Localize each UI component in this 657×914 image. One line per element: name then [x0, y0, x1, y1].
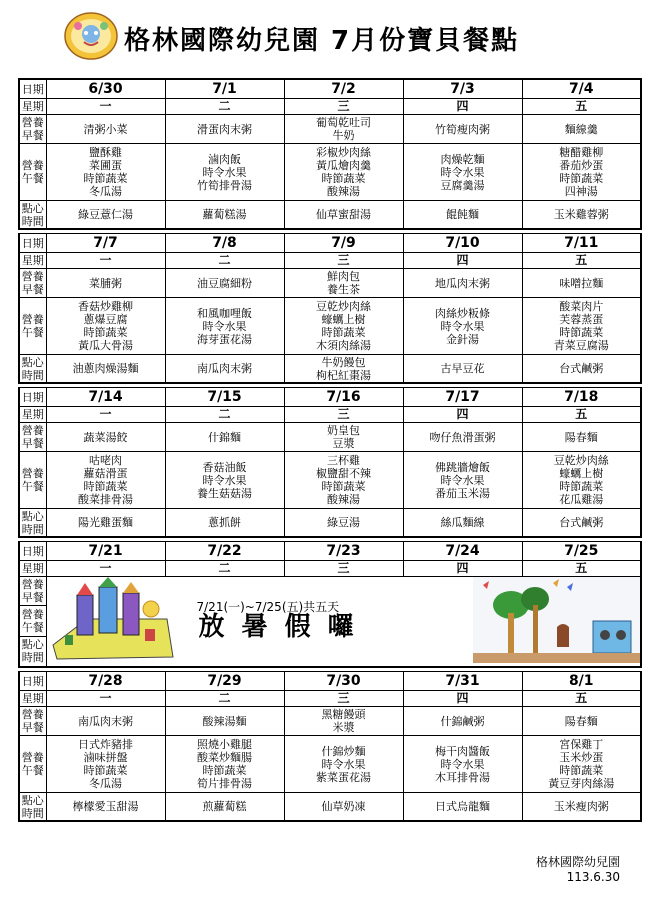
breakfast-cell: [284, 115, 403, 144]
menu-item: 南瓜肉末粥: [197, 362, 252, 375]
week-table: [18, 387, 642, 538]
date-cell: 7/2: [284, 79, 403, 99]
menu-item: 麵線羹: [564, 122, 598, 136]
snack-cell: [46, 793, 165, 822]
menu-item: 時節蔬菜: [83, 172, 128, 185]
menu-item: 時節蔬菜: [321, 326, 366, 339]
page-header: [0, 0, 657, 70]
menu-item: 日式烏龍麵: [435, 800, 490, 813]
menu-item: 金針湯: [446, 332, 479, 346]
menu-item: 時令水果: [321, 757, 366, 771]
snack-label: 點心時間: [19, 355, 46, 384]
breakfast-label: 營養早餐: [19, 707, 46, 736]
breakfast-label: 營養早餐: [19, 577, 46, 606]
snack-cell: [165, 509, 284, 538]
menu-item: 葡萄乾吐司: [316, 116, 371, 129]
menu-item: 什錦鹹粥: [440, 714, 485, 728]
weekday-cell: 四: [403, 691, 522, 707]
date-row: [19, 79, 641, 99]
snack-cell: [403, 509, 522, 538]
menu-item: 蘿菇滑蛋: [83, 467, 128, 480]
date-cell: 8/1: [522, 672, 641, 691]
menu-item: 酸辣湯: [327, 185, 360, 198]
date-cell: 7/23: [284, 542, 403, 561]
weekday-cell: 一: [46, 407, 165, 423]
menu-item: 仙草蜜甜湯: [316, 208, 371, 221]
weekday-cell: 二: [165, 691, 284, 707]
menu-item: 滑蛋肉末粥: [197, 122, 252, 136]
menu-item: 椒鹽甜不辣: [316, 467, 371, 480]
lunch-row: [19, 298, 641, 355]
menu-item: 陽春麵: [564, 430, 598, 444]
date-cell: 7/18: [522, 388, 641, 407]
breakfast-cell: [522, 115, 641, 144]
menu-item: 黃豆芽肉絲湯: [548, 777, 615, 790]
menu-item: 時節蔬菜: [559, 326, 604, 339]
date-row: [19, 542, 641, 561]
holiday-range: 7/21(一)~7/25(五)共五天: [196, 600, 340, 614]
menu-item: 時令水果: [440, 757, 485, 771]
lunch-cell: [284, 144, 403, 201]
weekday-label: 星期: [19, 561, 46, 577]
menu-item: 時節蔬菜: [321, 172, 366, 185]
menu-item: 番茄炒蛋: [559, 159, 604, 172]
weekday-row: [19, 561, 641, 577]
weekday-cell: 二: [165, 99, 284, 115]
menu-item: 豆腐羹湯: [440, 178, 485, 192]
date-cell: 7/11: [522, 234, 641, 253]
snack-label: 點心時間: [19, 509, 46, 538]
menu-item: 冬瓜湯: [89, 185, 122, 198]
lunch-cell: [284, 452, 403, 509]
date-label: 日期: [19, 672, 46, 691]
lunch-cell: [403, 298, 522, 355]
snack-row: [19, 201, 641, 230]
menu-item: 枸杞紅棗湯: [316, 368, 371, 382]
menu-item: 酸菜肉片: [559, 300, 604, 313]
breakfast-label: 營養早餐: [19, 269, 46, 298]
breakfast-row: [19, 269, 641, 298]
date-cell: 6/30: [46, 79, 165, 99]
weekday-row: [19, 691, 641, 707]
weekday-cell: 二: [165, 561, 284, 577]
weekday-cell: 二: [165, 407, 284, 423]
menu-item: 海芽蛋花湯: [197, 332, 252, 346]
breakfast-row: [19, 707, 641, 736]
date-cell: 7/14: [46, 388, 165, 407]
snack-row: [19, 793, 641, 822]
weekday-cell: 一: [46, 691, 165, 707]
menu-item: 菜圃蛋: [89, 159, 122, 172]
menu-item: 香菇油飯: [202, 460, 247, 474]
snack-cell: [403, 793, 522, 822]
weekday-cell: 一: [46, 561, 165, 577]
menu-item: 冬瓜湯: [89, 777, 122, 790]
breakfast-cell: [165, 269, 284, 298]
snack-cell: [284, 793, 403, 822]
date-cell: 7/16: [284, 388, 403, 407]
weekday-cell: 四: [403, 561, 522, 577]
menu-item: 時令水果: [202, 165, 247, 179]
menu-item: 時節蔬菜: [83, 326, 128, 339]
menu-item: 清粥小菜: [83, 122, 128, 136]
snack-cell: [165, 793, 284, 822]
week-table: [18, 233, 642, 384]
footer-date: 113.6.30: [566, 870, 620, 884]
menu-item: 油蔥肉燥湯麵: [72, 362, 139, 375]
menu-item: 蠔蠣上樹: [559, 467, 604, 480]
date-label: 日期: [19, 234, 46, 253]
menu-item: 酸辣湯: [327, 493, 360, 506]
date-cell: 7/3: [403, 79, 522, 99]
lunch-cell: [284, 298, 403, 355]
breakfast-label: 營養早餐: [19, 115, 46, 144]
menu-item: 梅干肉醬飯: [435, 744, 490, 758]
breakfast-cell: [403, 269, 522, 298]
weekday-cell: 三: [284, 561, 403, 577]
lunch-cell: [165, 452, 284, 509]
menu-item: 四神湯: [564, 185, 598, 198]
menu-item: 滷肉飯: [208, 152, 241, 166]
menu-item: 咕咾肉: [89, 454, 122, 467]
menu-item: 日式炸豬排: [78, 738, 133, 751]
menu-item: 奶皇包: [327, 424, 360, 437]
lunch-cell: [46, 452, 165, 509]
menu-item: 木須肉絲湯: [316, 339, 371, 352]
breakfast-cell: [165, 707, 284, 736]
holiday-title: 放 暑 假 囉: [198, 612, 358, 642]
breakfast-cell: [284, 423, 403, 452]
menu-item: 時令水果: [202, 319, 247, 333]
week-table: [18, 541, 642, 668]
menu-item: 花瓜雞湯: [559, 493, 604, 506]
menu-item: 仙草奶凍: [321, 800, 366, 813]
weekday-cell: 五: [522, 253, 641, 269]
snack-row: [19, 509, 641, 538]
menu-item: 番茄玉米湯: [435, 486, 490, 500]
footer: [510, 855, 620, 885]
lunch-row: [19, 736, 641, 793]
lunch-cell: [46, 298, 165, 355]
menu-item: 芙蓉蒸蛋: [559, 313, 604, 326]
menu-item: 時節蔬菜: [83, 480, 128, 493]
menu-item: 佛跳牆燴飯: [435, 460, 490, 474]
menu-item: 糖醋雞柳: [559, 146, 604, 159]
menu-item: 檸檬愛玉甜湯: [72, 800, 139, 813]
lunch-label: 營養午餐: [19, 736, 46, 793]
lunch-cell: [46, 144, 165, 201]
lunch-label: 營養午餐: [19, 452, 46, 509]
date-label: 日期: [19, 79, 46, 99]
menu-sheet: [18, 78, 640, 822]
menu-item: 玉米炒蛋: [559, 751, 604, 764]
menu-item: 什錦炒麵: [321, 744, 366, 758]
menu-item: 鹽酥雞: [89, 146, 122, 159]
date-cell: 7/9: [284, 234, 403, 253]
menu-item: 竹筍瘦肉粥: [435, 122, 490, 136]
snack-cell: [403, 201, 522, 230]
weekday-row: [19, 407, 641, 423]
breakfast-cell: [46, 707, 165, 736]
snack-cell: [165, 201, 284, 230]
menu-item: 豆漿: [332, 437, 355, 450]
weekday-cell: 三: [284, 407, 403, 423]
snack-cell: [522, 355, 641, 384]
date-cell: 7/10: [403, 234, 522, 253]
menu-item: 酸菜炒麵腸: [197, 751, 252, 764]
date-cell: 7/28: [46, 672, 165, 691]
date-cell: 7/25: [522, 542, 641, 561]
menu-item: 地瓜肉末粥: [435, 276, 490, 290]
menu-item: 陽光雞蛋麵: [78, 516, 133, 529]
snack-row: [19, 355, 641, 384]
weekday-cell: 五: [522, 561, 641, 577]
weekday-label: 星期: [19, 99, 46, 115]
date-cell: 7/15: [165, 388, 284, 407]
menu-item: 陽春麵: [564, 714, 598, 728]
lunch-cell: [522, 144, 641, 201]
breakfast-cell: [403, 115, 522, 144]
lunch-cell: [403, 144, 522, 201]
menu-item: 玉米瘦肉粥: [553, 800, 609, 813]
weekday-cell: 一: [46, 253, 165, 269]
menu-item: 豆乾炒肉絲: [553, 454, 609, 467]
weekday-cell: 四: [403, 407, 522, 423]
snack-cell: [46, 201, 165, 230]
weekday-cell: 二: [165, 253, 284, 269]
menu-item: 吻仔魚滑蛋粥: [429, 430, 496, 444]
menu-item: 時節蔬菜: [83, 764, 128, 777]
date-cell: 7/31: [403, 672, 522, 691]
menu-item: 三杯雞: [327, 454, 360, 467]
snack-cell: [522, 201, 641, 230]
menu-item: 綠豆薏仁湯: [78, 208, 133, 221]
weekday-cell: 五: [522, 99, 641, 115]
school-logo-icon: [64, 12, 118, 60]
menu-item: 宮保雞丁: [559, 738, 604, 751]
menu-item: 菜脯粥: [89, 276, 122, 290]
menu-item: 青菜豆腐湯: [553, 339, 609, 352]
menu-item: 油豆腐細粉: [197, 276, 252, 290]
breakfast-cell: [522, 269, 641, 298]
menu-item: 竹筍排骨湯: [197, 178, 252, 192]
breakfast-cell: [403, 423, 522, 452]
menu-item: 什錦麵: [208, 430, 241, 444]
date-cell: 7/1: [165, 79, 284, 99]
snack-cell: [46, 355, 165, 384]
breakfast-cell: [165, 115, 284, 144]
menu-item: 煎蘿蔔糕: [202, 800, 247, 813]
footer-school: 格林國際幼兒園: [535, 855, 620, 869]
snack-label: 點心時間: [19, 793, 46, 822]
menu-item: 味噌拉麵: [559, 276, 604, 290]
snack-cell: [46, 509, 165, 538]
lunch-cell: [165, 298, 284, 355]
breakfast-cell: [522, 423, 641, 452]
menu-item: 玉米雞蓉粥: [553, 208, 609, 221]
weekday-cell: 三: [284, 691, 403, 707]
snack-cell: [165, 355, 284, 384]
weekday-cell: 一: [46, 99, 165, 115]
weekday-label: 星期: [19, 407, 46, 423]
date-row: [19, 234, 641, 253]
children-drawing-icon: [473, 577, 641, 663]
menu-item: 時令水果: [440, 473, 485, 487]
weekday-cell: 三: [284, 99, 403, 115]
menu-item: 香菇炒雞柳: [78, 300, 133, 313]
menu-item: 彩椒炒肉絲: [316, 146, 371, 159]
snack-cell: [284, 355, 403, 384]
menu-item: 台式鹹粥: [559, 362, 604, 375]
menu-item: 黃瓜燴肉羹: [316, 159, 371, 172]
holiday-banner: [47, 577, 641, 666]
date-cell: 7/24: [403, 542, 522, 561]
holiday-row: [19, 577, 641, 606]
menu-item: 米漿: [332, 721, 355, 734]
lunch-cell: [403, 452, 522, 509]
menu-item: 黃瓜大骨湯: [78, 339, 133, 352]
menu-item: 古早豆花: [440, 362, 485, 375]
menu-item: 絲瓜麵線: [440, 516, 485, 529]
menu-item: 蠔蠣上樹: [321, 313, 366, 326]
date-cell: 7/8: [165, 234, 284, 253]
menu-item: 時令水果: [440, 165, 485, 179]
menu-item: 時節蔬菜: [559, 764, 604, 777]
castle-drawing-icon: [47, 577, 177, 663]
breakfast-cell: [46, 423, 165, 452]
menu-item: 養生茶: [327, 283, 360, 296]
menu-item: 照燒小雞腿: [197, 738, 252, 751]
menu-item: 和風咖哩飯: [197, 306, 252, 320]
menu-item: 時節蔬菜: [559, 480, 604, 493]
menu-item: 鮮肉包: [327, 270, 360, 283]
menu-item: 肉絲炒粄條: [435, 306, 490, 320]
menu-item: 木耳排骨湯: [435, 770, 490, 784]
menu-item: 綠豆湯: [327, 516, 360, 529]
lunch-cell: [522, 452, 641, 509]
menu-item: 時令水果: [202, 473, 247, 487]
page-title: 格林國際幼兒園 7月份寶貝餐點: [124, 26, 520, 56]
menu-item: 筍片排骨湯: [197, 777, 252, 790]
date-cell: 7/4: [522, 79, 641, 99]
lunch-cell: [46, 736, 165, 793]
menu-item: 蔥抓餅: [208, 516, 241, 529]
menu-item: 肉燥乾麵: [440, 152, 485, 166]
menu-item: 時節蔬菜: [321, 480, 366, 493]
breakfast-cell: [46, 115, 165, 144]
menu-item: 南瓜肉末粥: [78, 714, 133, 728]
weekday-cell: 四: [403, 99, 522, 115]
menu-item: 酸辣湯麵: [202, 714, 247, 728]
menu-item: 時節蔬菜: [559, 172, 604, 185]
lunch-label: 營養午餐: [19, 606, 46, 636]
lunch-cell: [165, 736, 284, 793]
date-row: [19, 672, 641, 691]
breakfast-row: [19, 115, 641, 144]
weekday-label: 星期: [19, 691, 46, 707]
date-cell: 7/7: [46, 234, 165, 253]
menu-item: 蔥爆豆腐: [83, 313, 128, 326]
lunch-label: 營養午餐: [19, 298, 46, 355]
date-cell: 7/17: [403, 388, 522, 407]
snack-cell: [522, 793, 641, 822]
snack-cell: [284, 509, 403, 538]
holiday-cell: [46, 577, 641, 668]
weekday-cell: 五: [522, 407, 641, 423]
breakfast-cell: [522, 707, 641, 736]
date-cell: 7/21: [46, 542, 165, 561]
date-row: [19, 388, 641, 407]
week-table: [18, 671, 642, 822]
breakfast-cell: [165, 423, 284, 452]
breakfast-cell: [284, 707, 403, 736]
date-cell: 7/29: [165, 672, 284, 691]
lunch-row: [19, 144, 641, 201]
menu-item: 蘿蔔糕湯: [202, 208, 247, 221]
breakfast-cell: [46, 269, 165, 298]
lunch-cell: [165, 144, 284, 201]
menu-item: 餛飩麵: [446, 208, 479, 221]
week-table: [18, 78, 642, 230]
date-label: 日期: [19, 542, 46, 561]
lunch-cell: [403, 736, 522, 793]
menu-item: 紫菜蛋花湯: [316, 770, 371, 784]
breakfast-row: [19, 423, 641, 452]
weekday-label: 星期: [19, 253, 46, 269]
breakfast-cell: [284, 269, 403, 298]
menu-item: 牛奶饅包: [321, 355, 366, 369]
snack-label: 點心時間: [19, 636, 46, 667]
menu-item: 牛奶: [332, 129, 355, 142]
snack-cell: [522, 509, 641, 538]
weekday-cell: 五: [522, 691, 641, 707]
date-cell: 7/30: [284, 672, 403, 691]
breakfast-cell: [403, 707, 522, 736]
menu-item: 豆乾炒肉絲: [316, 300, 371, 313]
menu-item: 蔬菜湯餃: [83, 430, 128, 444]
menu-item: 黑糖饅頭: [321, 708, 366, 721]
menu-item: 時令水果: [440, 319, 485, 333]
breakfast-label: 營養早餐: [19, 423, 46, 452]
lunch-label: 營養午餐: [19, 144, 46, 201]
date-cell: 7/22: [165, 542, 284, 561]
snack-cell: [403, 355, 522, 384]
lunch-cell: [522, 298, 641, 355]
snack-cell: [284, 201, 403, 230]
weekday-row: [19, 99, 641, 115]
lunch-row: [19, 452, 641, 509]
weekday-cell: 三: [284, 253, 403, 269]
lunch-cell: [284, 736, 403, 793]
menu-item: 酸菜排骨湯: [78, 493, 133, 506]
snack-label: 點心時間: [19, 201, 46, 230]
menu-item: 台式鹹粥: [559, 516, 604, 529]
weekday-row: [19, 253, 641, 269]
menu-item: 養生菇菇湯: [197, 486, 252, 500]
menu-item: 時節蔬菜: [202, 764, 247, 777]
weekday-cell: 四: [403, 253, 522, 269]
date-label: 日期: [19, 388, 46, 407]
menu-item: 滷味拼盤: [83, 751, 128, 764]
lunch-cell: [522, 736, 641, 793]
